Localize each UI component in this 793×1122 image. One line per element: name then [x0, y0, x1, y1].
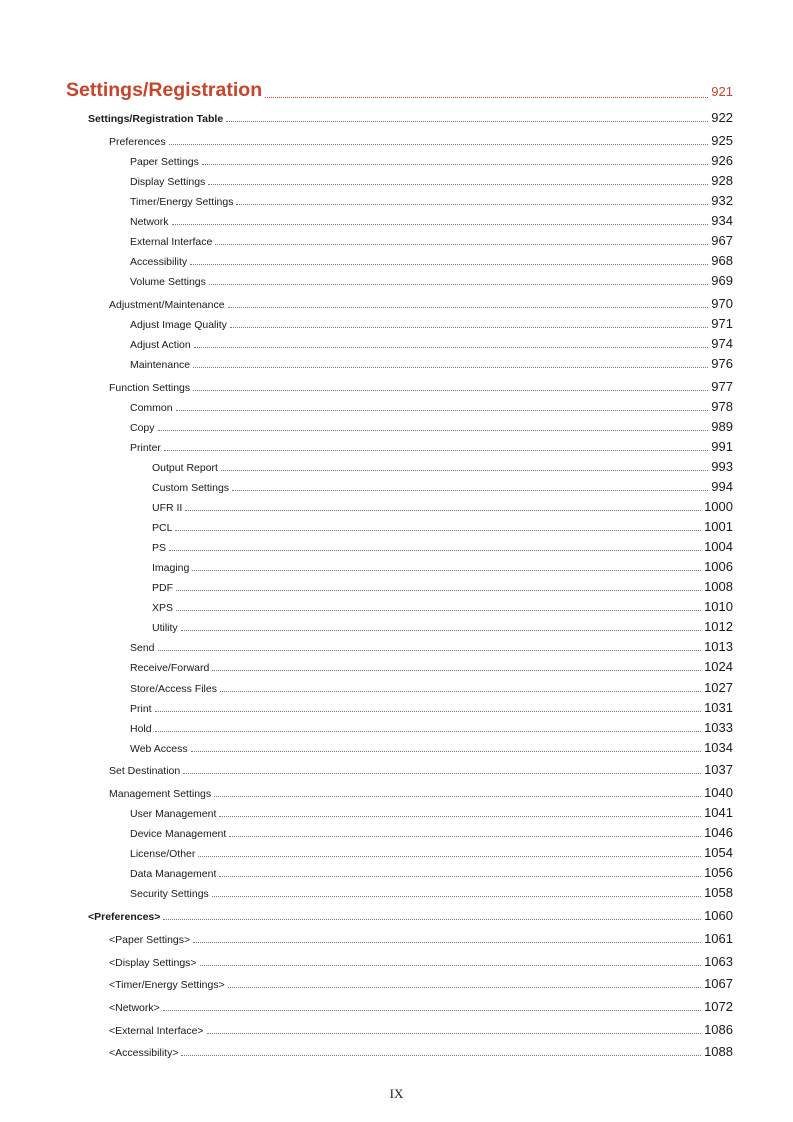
- dot-leader: [158, 650, 702, 651]
- dot-leader: [229, 836, 701, 837]
- toc-entry-page: 1067: [704, 976, 733, 991]
- toc-entry-page: 974: [711, 336, 733, 351]
- toc-entry[interactable]: [152, 559, 733, 574]
- toc-entry-title: PDF: [152, 582, 173, 594]
- toc-entry-page: 1061: [704, 931, 733, 946]
- toc-entry-title: Print: [130, 703, 152, 715]
- toc-entry-page: 1006: [704, 559, 733, 574]
- toc-entry-page: 1088: [704, 1044, 733, 1059]
- dot-leader: [192, 570, 701, 571]
- toc-entry[interactable]: [152, 499, 733, 514]
- dot-leader: [226, 121, 708, 122]
- toc-entry[interactable]: [109, 785, 733, 800]
- toc-entry-page: 926: [711, 153, 733, 168]
- toc-entry-page: 1034: [704, 740, 733, 755]
- dot-leader: [190, 264, 708, 265]
- toc-entry-title: License/Other: [130, 848, 196, 860]
- toc-entry[interactable]: [88, 908, 733, 923]
- toc-entry-title: Preferences: [109, 136, 166, 148]
- toc-entry-title: Data Management: [130, 868, 217, 880]
- toc-entry-page: 1054: [704, 845, 733, 860]
- toc-entry-title: Adjustment/Maintenance: [109, 299, 225, 311]
- toc-entry-page: 994: [711, 479, 733, 494]
- toc-entry[interactable]: [130, 253, 733, 268]
- toc-entry[interactable]: [130, 639, 733, 654]
- toc-entry-page: 967: [711, 233, 733, 248]
- toc-entry-page: 925: [711, 133, 733, 148]
- toc-entry-title: Maintenance: [130, 359, 191, 371]
- toc-entry-page: 1033: [704, 720, 733, 735]
- toc-entry-page: 970: [711, 296, 733, 311]
- toc-entry-title: Utility: [152, 622, 178, 634]
- toc-entry[interactable]: [130, 865, 733, 880]
- toc-entry-title: Volume Settings: [130, 276, 206, 288]
- toc-entry-page: 1031: [704, 700, 733, 715]
- toc-entry[interactable]: [109, 1022, 733, 1037]
- toc-entry-page: 977: [711, 379, 733, 394]
- toc-entry-page: 1086: [704, 1022, 733, 1037]
- toc-entry-page: 934: [711, 213, 733, 228]
- toc-entry-page: 1056: [704, 865, 733, 880]
- toc-entry-title: Adjust Image Quality: [130, 319, 227, 331]
- toc-entry-title: Common: [130, 402, 173, 414]
- toc-entry-title: Set Destination: [109, 765, 181, 777]
- toc-entry-title: <Timer/Energy Settings>: [109, 979, 225, 991]
- toc-entry[interactable]: [130, 316, 733, 331]
- toc-entry[interactable]: [152, 599, 733, 614]
- toc-entry[interactable]: [130, 336, 733, 351]
- dot-leader: [232, 490, 708, 491]
- toc-entry-title: PCL: [152, 522, 173, 534]
- dot-leader: [176, 610, 701, 611]
- dot-leader: [228, 307, 709, 308]
- toc-entry-title: Paper Settings: [130, 156, 199, 168]
- toc-entry-title: Display Settings: [130, 176, 206, 188]
- toc-entry[interactable]: [109, 379, 733, 394]
- toc-entry-title: PS: [152, 542, 167, 554]
- toc-entry[interactable]: [130, 825, 733, 840]
- dot-leader: [176, 410, 709, 411]
- toc-entry[interactable]: [130, 680, 733, 695]
- dot-leader: [169, 550, 701, 551]
- dot-leader: [265, 97, 708, 98]
- dot-leader: [212, 896, 701, 897]
- toc-entry[interactable]: [109, 1044, 733, 1059]
- toc-entry-title: <Paper Settings>: [109, 934, 191, 946]
- toc-entry-title: Network: [130, 216, 169, 228]
- toc-entry[interactable]: [130, 805, 733, 820]
- toc-entry-title: Accessibility: [130, 256, 188, 268]
- toc-chapter-entry[interactable]: [66, 79, 733, 102]
- toc-entry-title: Printer: [130, 442, 161, 454]
- toc-entry-page: 1060: [704, 908, 733, 923]
- toc-entry-title: External Interface: [130, 236, 213, 248]
- dot-leader: [193, 367, 708, 368]
- toc-entry[interactable]: [130, 173, 733, 188]
- dot-leader: [219, 816, 701, 817]
- toc-entry[interactable]: [130, 399, 733, 414]
- toc-entry-title: Settings/Registration Table: [88, 113, 224, 125]
- toc-entry[interactable]: [152, 539, 733, 554]
- toc-entry[interactable]: [109, 296, 733, 311]
- toc-entry-title: Imaging: [152, 562, 190, 574]
- dot-leader: [172, 224, 709, 225]
- toc-entry[interactable]: [130, 153, 733, 168]
- toc-entry-title: Web Access: [130, 743, 188, 755]
- toc-entry-title: XPS: [152, 602, 174, 614]
- page-number: IX: [389, 1086, 404, 1101]
- toc-entry-page: 1024: [704, 659, 733, 674]
- toc-entry-page: 976: [711, 356, 733, 371]
- toc-entry[interactable]: [130, 700, 733, 715]
- toc-entry-title: <External Interface>: [109, 1025, 204, 1037]
- toc-entry-page: 1072: [704, 999, 733, 1014]
- toc-entry-title: Device Management: [130, 828, 227, 840]
- toc-entry[interactable]: [88, 110, 733, 125]
- toc-entry[interactable]: [109, 976, 733, 991]
- toc-entry[interactable]: [152, 459, 733, 474]
- dot-leader: [164, 450, 708, 451]
- toc-entry-title: User Management: [130, 808, 217, 820]
- toc-entry-page: 1037: [704, 762, 733, 777]
- toc-entry[interactable]: [152, 619, 733, 634]
- toc-entry[interactable]: [152, 479, 733, 494]
- toc-entry-page: 989: [711, 419, 733, 434]
- toc-entry-title: Receive/Forward: [130, 662, 210, 674]
- toc-entry-page: 978: [711, 399, 733, 414]
- toc-entry-page: 991: [711, 439, 733, 454]
- toc-entry-title: Copy: [130, 422, 155, 434]
- dot-leader: [175, 530, 701, 531]
- toc-entry-page: 993: [711, 459, 733, 474]
- toc-entry[interactable]: [109, 954, 733, 969]
- toc-entry-page: 928: [711, 173, 733, 188]
- dot-leader: [181, 630, 701, 631]
- toc-entry-title: Hold: [130, 723, 152, 735]
- toc-entry[interactable]: [130, 193, 733, 208]
- toc-entry[interactable]: [152, 579, 733, 594]
- dot-leader: [228, 987, 701, 988]
- dot-leader: [155, 731, 701, 732]
- toc-entry-page: 921: [711, 84, 733, 99]
- dot-leader: [214, 796, 701, 797]
- toc-entry-title: Timer/Energy Settings: [130, 196, 234, 208]
- toc-entry-title: Send: [130, 642, 155, 654]
- toc-entry[interactable]: [130, 356, 733, 371]
- toc-entry-page: 1013: [704, 639, 733, 654]
- toc-entry-page: 932: [711, 193, 733, 208]
- toc-entry-title: Security Settings: [130, 888, 209, 900]
- dot-leader: [221, 470, 708, 471]
- toc-entry-page: 1004: [704, 539, 733, 554]
- toc-entry[interactable]: [109, 999, 733, 1014]
- toc-entry-title: <Preferences>: [88, 911, 161, 923]
- toc-entry-title: Adjust Action: [130, 339, 191, 351]
- toc-entry-page: 1001: [704, 519, 733, 534]
- toc-entry-page: 971: [711, 316, 733, 331]
- toc-entry[interactable]: [109, 931, 733, 946]
- toc-entry[interactable]: [130, 720, 733, 735]
- dot-leader: [163, 1010, 701, 1011]
- dot-leader: [158, 430, 709, 431]
- toc-entry[interactable]: [130, 273, 733, 288]
- dot-leader: [202, 164, 708, 165]
- toc-entry-page: 1000: [704, 499, 733, 514]
- toc-entry[interactable]: [130, 233, 733, 248]
- toc-entry[interactable]: [152, 519, 733, 534]
- toc-entry-page: 1010: [704, 599, 733, 614]
- toc-entry-title: UFR II: [152, 502, 183, 514]
- dot-leader: [198, 856, 701, 857]
- dot-leader: [219, 876, 701, 877]
- dot-leader: [163, 919, 701, 920]
- dot-leader: [200, 965, 702, 966]
- toc-entry-page: 969: [711, 273, 733, 288]
- toc-entry[interactable]: [130, 659, 733, 674]
- dot-leader: [220, 691, 701, 692]
- dot-leader: [176, 590, 701, 591]
- dot-leader: [212, 670, 701, 671]
- toc-entry-title: <Accessibility>: [109, 1047, 179, 1059]
- dot-leader: [185, 510, 701, 511]
- toc-entry-title: Output Report: [152, 462, 218, 474]
- toc-entry-page: 1008: [704, 579, 733, 594]
- dot-leader: [236, 204, 708, 205]
- toc-entry-page: 968: [711, 253, 733, 268]
- toc-entry-page: 1063: [704, 954, 733, 969]
- toc-entry-title: Custom Settings: [152, 482, 230, 494]
- toc-entry-page: 1012: [704, 619, 733, 634]
- dot-leader: [155, 711, 701, 712]
- toc-entry-page: 1041: [704, 805, 733, 820]
- toc-entry[interactable]: [130, 845, 733, 860]
- toc-entry-title: Store/Access Files: [130, 683, 217, 695]
- dot-leader: [215, 244, 708, 245]
- dot-leader: [230, 327, 708, 328]
- toc-entry[interactable]: [130, 213, 733, 228]
- toc-entry-page: 1027: [704, 680, 733, 695]
- toc-entry[interactable]: [130, 885, 733, 900]
- toc-entry[interactable]: [130, 439, 733, 454]
- toc-entry-title: Management Settings: [109, 788, 212, 800]
- toc-entry-title: <Display Settings>: [109, 957, 197, 969]
- toc-entry-title: Settings/Registration: [66, 79, 263, 101]
- toc-entry[interactable]: [109, 762, 733, 777]
- dot-leader: [194, 347, 709, 348]
- toc-entry[interactable]: [130, 419, 733, 434]
- dot-leader: [183, 773, 701, 774]
- dot-leader: [181, 1055, 701, 1056]
- toc-entry-title: <Network>: [109, 1002, 160, 1014]
- dot-leader: [208, 184, 708, 185]
- dot-leader: [207, 1033, 702, 1034]
- toc-entry-title: Function Settings: [109, 382, 191, 394]
- toc-entry-page: 1040: [704, 785, 733, 800]
- toc-entry[interactable]: [130, 740, 733, 755]
- toc-entry-page: 1058: [704, 885, 733, 900]
- dot-leader: [193, 390, 708, 391]
- dot-leader: [191, 751, 701, 752]
- dot-leader: [193, 942, 701, 943]
- toc-entry-page: 922: [711, 110, 733, 125]
- dot-leader: [209, 284, 708, 285]
- toc-entry[interactable]: [109, 133, 733, 148]
- dot-leader: [169, 144, 709, 145]
- toc-entry-page: 1046: [704, 825, 733, 840]
